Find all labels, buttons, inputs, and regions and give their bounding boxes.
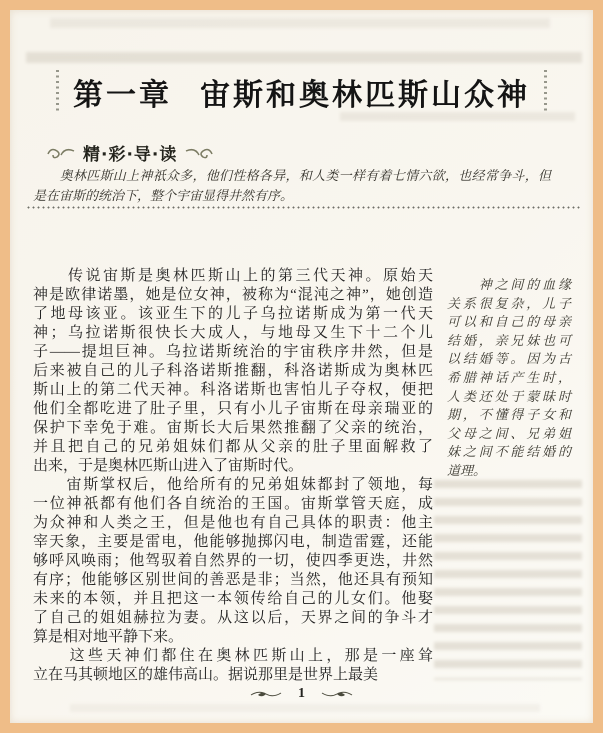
title-ornament-left-icon: [56, 70, 59, 114]
text-line: 他们全都吃进了肚子里，只有小儿子宙斯在母亲瑞亚的: [33, 401, 433, 417]
bleed-through-text: [50, 18, 550, 28]
text-line: 了自己的姐姐赫拉为妻。从这以后，天界之间的争斗才: [33, 610, 433, 626]
text-line: 立在马其顿地区的雄伟高山。据说那里是世界上最美: [33, 667, 379, 683]
highlight-label: 精·彩·导·读: [83, 145, 178, 165]
bleed-through-text: [70, 704, 540, 712]
bleed-through-text: [26, 52, 582, 63]
text-line: 神；乌拉诺斯很快长大成人，与地母又生下十二个儿: [33, 325, 433, 341]
text-line: 了地母该亚。该亚生下的儿子乌拉诺斯成为第一代天: [33, 306, 433, 322]
flourish-left-icon: [250, 689, 282, 699]
page-footer: [10, 686, 593, 702]
text-line: 神之间的血缘: [447, 277, 571, 292]
text-line: 父母之间、兄弟姐: [447, 425, 571, 441]
text-line: 斯山上的第二代天神。科洛诺斯也害怕儿子夺权，便把: [33, 382, 433, 398]
text-line: 未来的本领，并且把这一本领传给自己的儿女们。他娶: [33, 591, 433, 607]
chapter-title: [10, 70, 593, 114]
flourish-right-icon: [321, 689, 353, 699]
text-line: 奥林匹斯山上神祇众多，他们性格各异，和人类一样有着七情六欲，也经常争斗，但: [33, 168, 551, 183]
text-line: 妹之间不能结婚的: [447, 444, 571, 460]
text-line: 道理。: [447, 462, 487, 478]
text-line: 一位神祇都有他们各自统治的王国。宙斯掌管天庭，成: [33, 496, 433, 512]
text-line: 子——提坦巨神。乌拉诺斯统治的宇宙秩序井然，但是: [33, 344, 433, 360]
chapter-number: 第一章: [73, 78, 172, 113]
text-line: 关系很复杂，儿子: [447, 295, 571, 311]
text-line: 期，不懂得子女和: [447, 407, 571, 423]
text-line: 是在宙斯的统治下，整个宇宙显得井然有序。: [33, 188, 294, 203]
title-ornament-right-icon: [544, 70, 547, 114]
text-line: 神是欧律诺墨，她是位女神，被称为“混沌之神”，她创造: [33, 287, 433, 303]
text-line: 希腊神话产生时，: [447, 369, 571, 385]
text-line: 出来，于是奥林匹斯山进入了宙斯时代。: [33, 458, 304, 474]
text-line: 保护下幸免于难。宙斯长大后果然推翻了父亲的统治，: [33, 420, 433, 436]
text-line: 以结婚等。因为古: [447, 351, 571, 367]
text-line: 并且把自己的兄弟姐妹们都从父亲的肚子里面解救了: [33, 439, 433, 455]
text-line: 人类还处于蒙昧时: [447, 388, 571, 404]
text-line: 这些天神们都住在奥林匹斯山上，那是一座耸: [33, 648, 433, 664]
text-line: 结婚，亲兄妹也可: [447, 332, 571, 348]
bleed-through-text: [434, 480, 582, 680]
sidebar-note: [447, 276, 571, 481]
text-line: 为众神和人类之王，但是他也有自己具体的职责：他主: [33, 515, 433, 531]
book-page: [10, 10, 593, 723]
body-text: [33, 267, 433, 685]
text-line: 够呼风唤雨；他驾驭着自然界的一切，使四季更迭，井然: [33, 553, 433, 569]
text-line: 传说宙斯是奥林匹斯山上的第三代天神。原始天: [33, 268, 433, 284]
text-line: 可以和自己的母亲: [447, 314, 571, 330]
swirl-ornament-left-icon: [46, 145, 76, 160]
page-number: 1: [298, 686, 305, 701]
swirl-ornament-right-icon: [184, 145, 214, 160]
chapter-name: 宙斯和奥林匹斯山众神: [200, 78, 530, 113]
dotted-divider: [26, 206, 582, 209]
highlight-header: [46, 140, 214, 165]
text-line: 算是相对地平静下来。: [33, 629, 184, 645]
text-line: 宙斯掌权后，他给所有的兄弟姐妹都封了领地，每: [33, 477, 433, 493]
text-line: 宰天象，主要是雷电，他能够抛掷闪电，制造雷霆，还能: [33, 534, 433, 550]
text-line: 后来被自己的儿子科洛诺斯推翻，科洛诺斯成为奥林匹: [33, 363, 433, 379]
highlight-intro: [33, 166, 551, 206]
text-line: 有序；他能够区别世间的善恶是非；当然，他还具有预知: [33, 572, 433, 588]
